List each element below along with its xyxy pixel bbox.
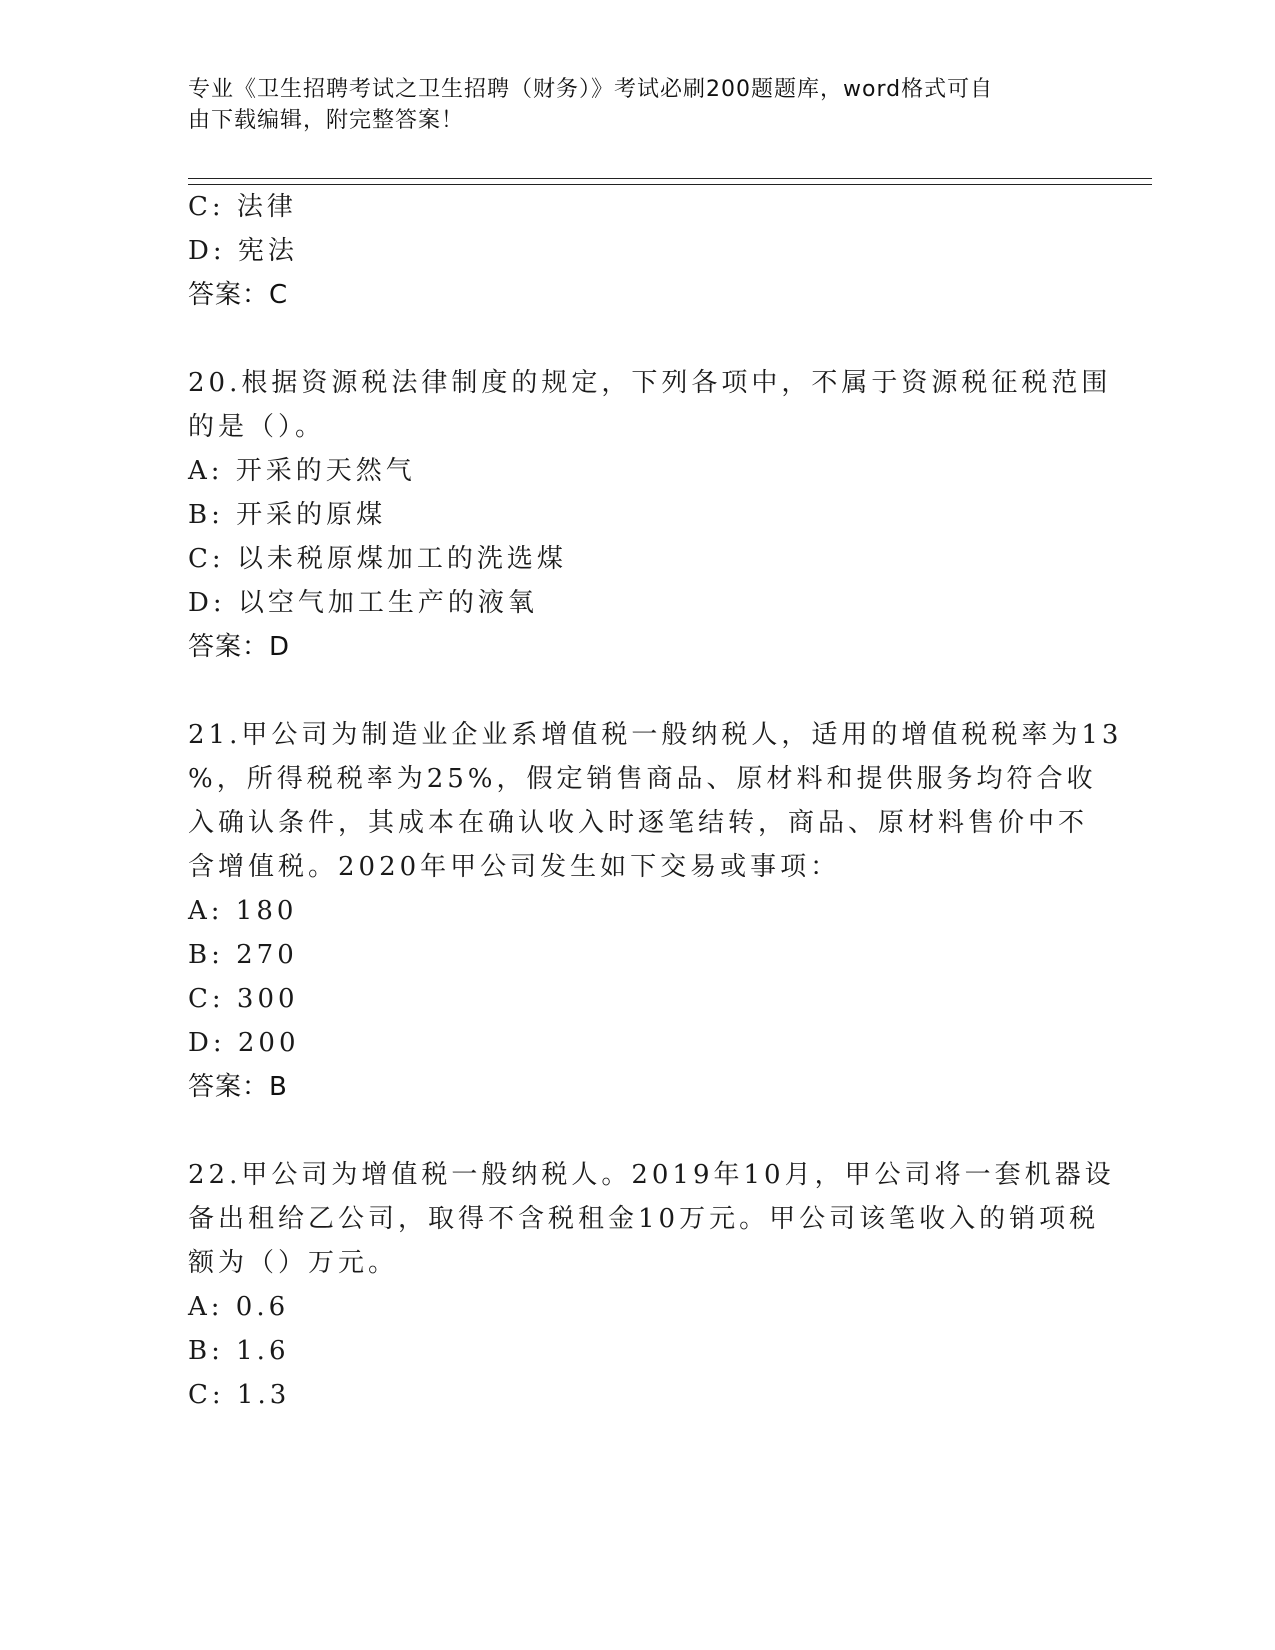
- header-divider: [188, 178, 1152, 185]
- q20-stem-line-2: 的是（）。: [188, 412, 326, 442]
- q20-option-b: B: 开采的原煤: [188, 500, 387, 530]
- q21-option-c: C: 300: [188, 984, 299, 1014]
- page-header: [188, 74, 1068, 136]
- q22-stem-line-3: 额为（）万元。: [188, 1248, 399, 1278]
- q22-option-a: A: 0.6: [188, 1292, 290, 1322]
- q22-stem-line-1: 22.甲公司为增值税一般纳税人。2019年10月，甲公司将一套机器设: [188, 1160, 1115, 1190]
- q22-stem-line-2: 备出租给乙公司，取得不含税租金10万元。甲公司该笔收入的销项税: [188, 1204, 1100, 1234]
- prev-answer: 答案：C: [188, 280, 289, 310]
- prev-option-d: D: 宪法: [188, 236, 298, 266]
- header-line-2: 由下载编辑，附完整答案！: [188, 108, 465, 133]
- q20-answer: 答案：D: [188, 632, 291, 662]
- q21-stem-line-4: 含增值税。2020年甲公司发生如下交易或事项：: [188, 852, 841, 882]
- header-line-1: 专业《卫生招聘考试之卫生招聘（财务）》考试必刷200题题库，word格式可自: [188, 77, 994, 102]
- q20-option-a: A: 开采的天然气: [188, 456, 416, 486]
- q21-stem-line-1: 21.甲公司为制造业企业系增值税一般纳税人，适用的增值税税率为13: [188, 720, 1123, 750]
- q22-option-c: C: 1.3: [188, 1380, 291, 1410]
- q20-stem-line-1: 20.根据资源税法律制度的规定，下列各项中，不属于资源税征税范围: [188, 368, 1112, 398]
- q21-option-d: D: 200: [188, 1028, 300, 1058]
- prev-option-c: C: 法律: [188, 192, 297, 222]
- q21-option-a: A: 180: [188, 896, 298, 926]
- q20-option-d: D: 以空气加工生产的液氧: [188, 588, 538, 618]
- q21-stem-line-3: 入确认条件，其成本在确认收入时逐笔结转，商品、原材料售价中不: [188, 808, 1089, 838]
- q20-option-c: C: 以未税原煤加工的洗选煤: [188, 544, 567, 574]
- q22-option-b: B: 1.6: [188, 1336, 290, 1366]
- q21-answer: 答案：B: [188, 1072, 288, 1102]
- q21-option-b: B: 270: [188, 940, 298, 970]
- q21-stem-line-2: %，所得税税率为25%，假定销售商品、原材料和提供服务均符合收: [188, 764, 1097, 794]
